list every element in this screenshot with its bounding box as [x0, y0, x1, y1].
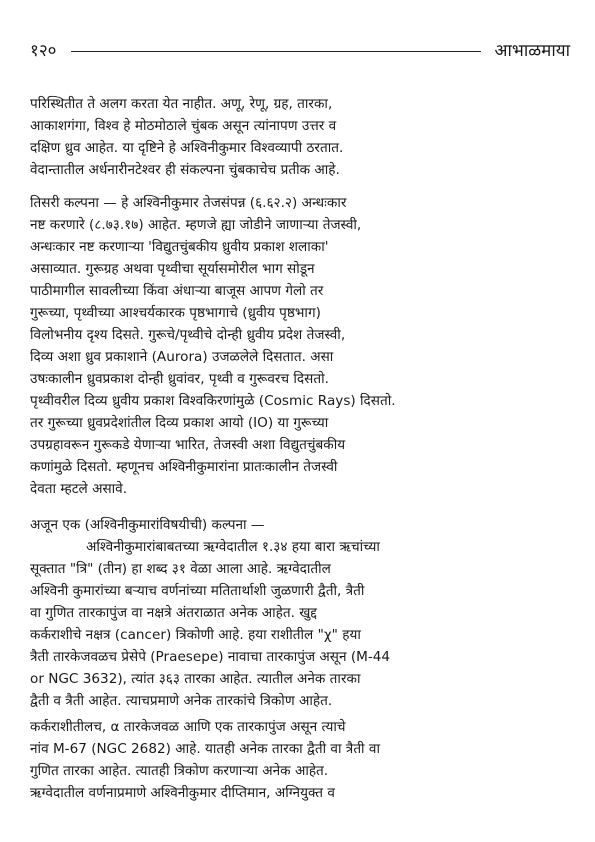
text-line: वेदान्तातील अर्धनारीनटेश्वर ही संकल्पना चुंबकाचेच प्रतीक आहे. [30, 162, 340, 178]
text-line: ऋग्वेदातील वर्णनाप्रमाणे अश्विनीकुमार दीप्तिमान, अग्नियुक्त व [30, 785, 335, 801]
running-title: आभाळमाया [494, 40, 570, 61]
text-line: अश्विनीकुमारांबाबतच्या ऋग्वेदातील १.३४ हया बारा ऋचांच्या [86, 539, 380, 555]
page-header [30, 38, 570, 60]
paragraph-third-concept [30, 192, 571, 500]
text-line: असाव्यात. गुरूग्रह अथवा पृथ्वीचा सूर्यासमोरील भाग सोडून [30, 261, 315, 277]
text-line: वा गुणित तारकापुंज वा नक्षत्रे अंतराळात अनेक आहेत. खुद्द [30, 605, 317, 621]
text-line: गुणित तारका आहेत. त्यातही त्रिकोण करणाऱ्या अनेक आहेत. [30, 763, 329, 779]
header-rule [71, 51, 481, 52]
page-number: १२० [30, 40, 57, 61]
paragraph-magnetism [30, 93, 571, 181]
text-line: विलोभनीय दृश्य दिसते. गुरूचे/पृथ्वीचे दोन्ही ध्रुवीय प्रदेश तेजस्वी, [30, 327, 346, 343]
text-line: पाठीमागील सावलीच्या किंवा अंधाऱ्या बाजूस आपण गेलो तर [30, 283, 324, 299]
text-line: त्रैती तारकेजवळच प्रेसेपे (Praesepe) नावाचा तारकापुंज असून (M-44 [30, 649, 391, 665]
text-line: पृथ्वीवरील दिव्य ध्रुवीय प्रकाश विश्वकिरणांमुळे (Cosmic Rays) दिसतो. [30, 393, 396, 409]
text-line: उपग्रहावरून गुरूकडे येणाऱ्या भारित, तेजस्वी अशा विद्युतचुंबकीय [30, 437, 346, 453]
page-body [30, 93, 571, 804]
text-line: द्वैती व त्रैती आहेत. त्याचप्रमाणे अनेक तारकांचे त्रिकोण आहेत. [30, 693, 333, 709]
text-line: नांव M-67 (NGC 2682) आहे. यातही अनेक तारका द्वैती वा त्रैती वा [30, 741, 380, 757]
text-line: गुरूच्या, पृथ्वीच्या आश्चर्यकारक पृष्ठभागाचे (ध्रुवीय पृष्ठभाग) [30, 305, 321, 321]
text-line: अन्धःकार नष्ट करणाऱ्या 'विद्युतचुंबकीय ध्रुवीय प्रकाश शलाका' [30, 239, 329, 255]
text-line: देवता म्हटले असावे. [30, 481, 128, 497]
text-line: आकाशगंगा, विश्व हे मोठमोठाले चुंबक असून त्यांनापण उत्तर व [30, 118, 337, 134]
text-line: परिस्थितीत ते अलग करता येत नाहीत. अणू, रेणू, ग्रह, तारका, [30, 96, 333, 112]
text-line: कर्कराशीचे नक्षत्र (cancer) त्रिकोणी आहे. हया राशीतील "χ" हया [30, 627, 361, 643]
text-line: उषःकालीन ध्रुवप्रकाश दोन्ही ध्रुवांवर, पृथ्वी व गुरूवरच दिसतो. [30, 371, 329, 387]
text-line: नष्ट करणारे (८.७३.१७) आहेत. म्हणजे ह्या जोडीने जाणाऱ्या तेजस्वी, [30, 217, 362, 233]
text-line: कणांमुळे दिसतो. म्हणूनच अश्विनीकुमारांना प्रातःकालीन तेजस्वी [30, 459, 338, 475]
text-line: कर्कराशीतीलच, α तारकेजवळ आणि एक तारकापुंज असून त्याचे [30, 719, 346, 735]
paragraph-cancer-cluster [30, 716, 571, 804]
paragraph-another-concept-heading [30, 514, 571, 536]
text-line: दिव्य अशा ध्रुव प्रकाशाने (Aurora) उजळलेले दिसतात. असा [30, 349, 334, 365]
text-line: तर गुरूच्या ध्रुवप्रदेशांतील दिव्य प्रकाश आयो (IO) या गुरूच्या [30, 415, 329, 431]
text-line: अश्विनी कुमारांच्या बऱ्याच वर्णनांच्या मतितार्थाशी जुळणारी द्वैती, त्रैती [30, 583, 365, 599]
text-line: तिसरी कल्पना — हे अश्विनीकुमार तेजसंपन्न (६.६२.२) अन्धःकार [30, 195, 347, 211]
text-line: सूक्तात "त्रि" (तीन) हा शब्द ३१ वेळा आला आहे. ऋग्वेदातील [30, 561, 331, 577]
text-line: अजून एक (अश्विनीकुमारांविषयीची) कल्पना — [30, 517, 265, 533]
text-line: or NGC 3632), त्यांत ३६३ तारका आहेत. त्यातील अनेक तारका [30, 671, 361, 687]
text-line: दक्षिण ध्रुव आहेत. या दृष्टिने हे अश्विनीकुमार विश्वव्यापी ठरतात. [30, 140, 344, 156]
paragraph-rigveda [30, 536, 571, 712]
